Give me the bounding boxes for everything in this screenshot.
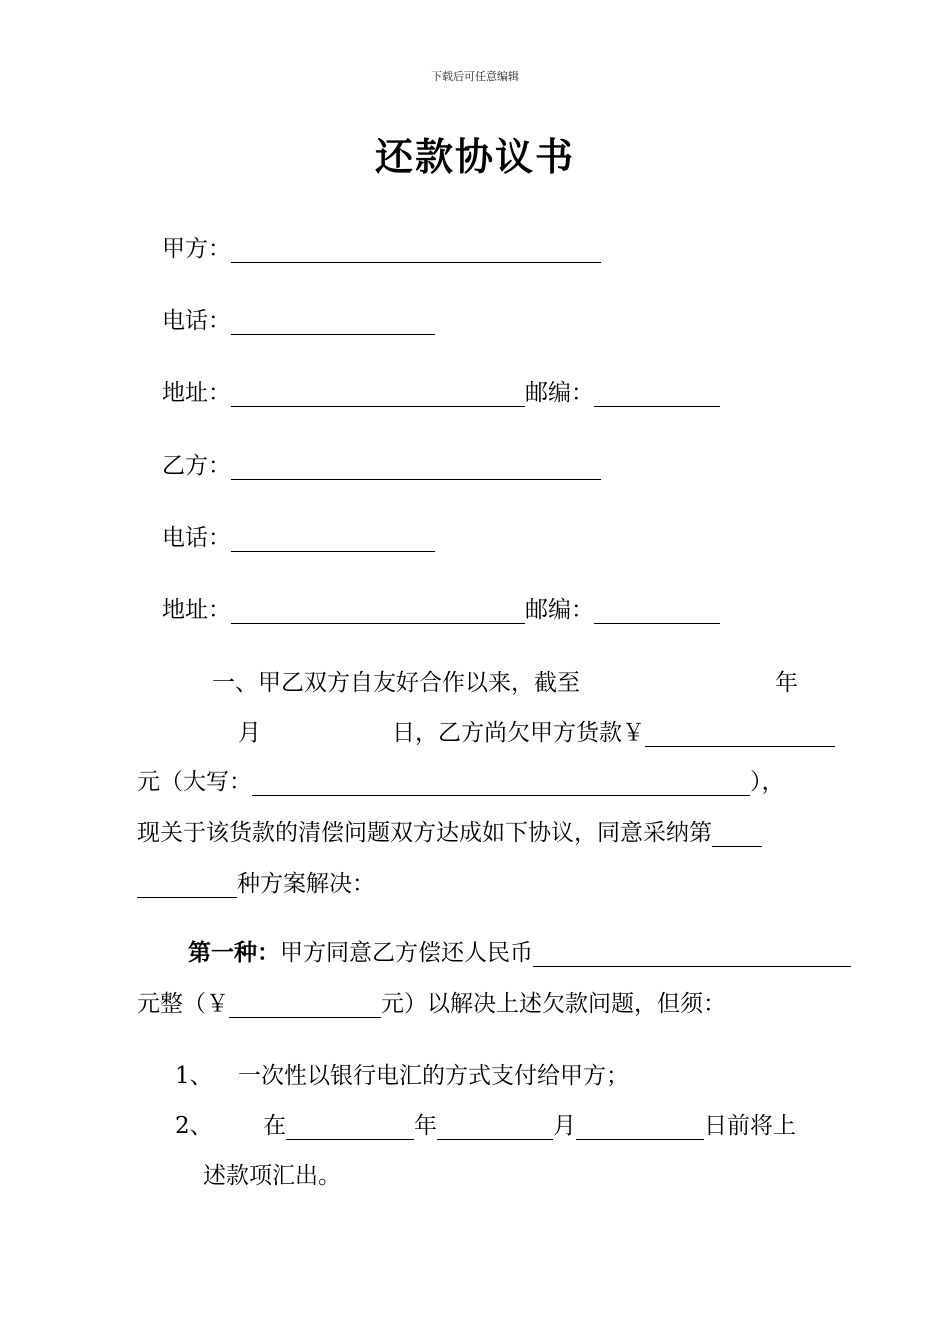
party-a-name-row bbox=[162, 230, 601, 263]
party-b-name-label: 乙方： bbox=[162, 453, 231, 479]
option1-item1-text: 一次性以银行电汇的方式支付给甲方； bbox=[238, 1063, 629, 1089]
clause1-capital-amount-field[interactable] bbox=[252, 771, 750, 796]
party-a-name-field[interactable] bbox=[231, 238, 601, 263]
option1-item2-line bbox=[263, 1107, 796, 1140]
party-b-name-field[interactable] bbox=[231, 455, 601, 480]
option1-condition-text: 元）以解决上述欠款问题，但须： bbox=[381, 991, 726, 1017]
option1-line2 bbox=[137, 985, 726, 1018]
option1-item2-at: 在 bbox=[263, 1113, 286, 1139]
page-header-note: 下载后可任意编辑 bbox=[431, 70, 519, 83]
document-title: 还款协议书 bbox=[374, 134, 575, 179]
option1-line1 bbox=[188, 934, 851, 967]
party-a-phone-label: 电话： bbox=[162, 308, 231, 334]
clause1-line1: 一、甲乙双方自友好合作以来，截至 bbox=[212, 670, 580, 696]
party-b-phone-field[interactable] bbox=[231, 527, 435, 552]
clause1-line4 bbox=[137, 814, 762, 847]
party-b-address-field[interactable] bbox=[231, 599, 525, 624]
party-a-phone-field[interactable] bbox=[231, 310, 435, 335]
clause1-resolution-text: 种方案解决： bbox=[237, 871, 375, 897]
party-a-phone-row bbox=[162, 302, 435, 335]
clause1-option-field-b[interactable] bbox=[137, 873, 237, 898]
option1-item2-day-field[interactable] bbox=[576, 1115, 704, 1140]
clause1-capital-label: 元（大写： bbox=[137, 769, 252, 795]
clause1-debt-text: 日，乙方尚欠甲方货款￥ bbox=[392, 720, 645, 746]
party-a-address-row bbox=[162, 374, 720, 407]
party-b-name-row bbox=[162, 447, 601, 480]
option1-text: 甲方同意乙方偿还人民币 bbox=[280, 940, 533, 966]
clause1-agreement-text: 现关于该货款的清偿问题双方达成如下协议，同意采纳第 bbox=[137, 820, 712, 846]
party-b-phone-row bbox=[162, 519, 435, 552]
option1-label: 第一种： bbox=[188, 939, 280, 966]
clause1-capital-close: ）， bbox=[750, 769, 785, 795]
clause1-year-label: 年 bbox=[775, 670, 798, 696]
party-b-postcode-field[interactable] bbox=[594, 599, 720, 624]
party-a-name-label: 甲方： bbox=[162, 236, 231, 262]
option1-amount-label: 元整（￥ bbox=[137, 991, 229, 1017]
party-a-address-field[interactable] bbox=[231, 382, 525, 407]
party-b-address-label: 地址： bbox=[162, 597, 231, 623]
option1-item2-year-field[interactable] bbox=[286, 1115, 414, 1140]
option1-item2-day-label: 日前将上 bbox=[704, 1113, 796, 1139]
clause1-month-label: 月 bbox=[238, 720, 261, 746]
clause1-line2 bbox=[392, 714, 835, 747]
clause1-line3 bbox=[137, 763, 785, 796]
party-b-phone-label: 电话： bbox=[162, 525, 231, 551]
clause1-option-field-a[interactable] bbox=[712, 822, 762, 847]
option1-item2-year-label: 年 bbox=[414, 1113, 437, 1139]
party-a-address-label: 地址： bbox=[162, 380, 231, 406]
option1-item2-continuation: 述款项汇出。 bbox=[203, 1163, 341, 1189]
option1-rmb-field[interactable] bbox=[533, 942, 851, 967]
party-a-postcode-label: 邮编： bbox=[525, 380, 594, 406]
option1-item2-month-field[interactable] bbox=[437, 1115, 553, 1140]
party-b-address-row bbox=[162, 591, 720, 624]
party-a-postcode-field[interactable] bbox=[594, 382, 720, 407]
option1-item1-number: 1、 bbox=[175, 1063, 213, 1089]
clause1-line5 bbox=[137, 865, 375, 898]
party-b-postcode-label: 邮编： bbox=[525, 597, 594, 623]
option1-item2-number: 2、 bbox=[175, 1113, 213, 1139]
option1-item2-month-label: 月 bbox=[553, 1113, 576, 1139]
clause1-amount-field[interactable] bbox=[645, 722, 835, 747]
option1-amount-field[interactable] bbox=[229, 993, 381, 1018]
